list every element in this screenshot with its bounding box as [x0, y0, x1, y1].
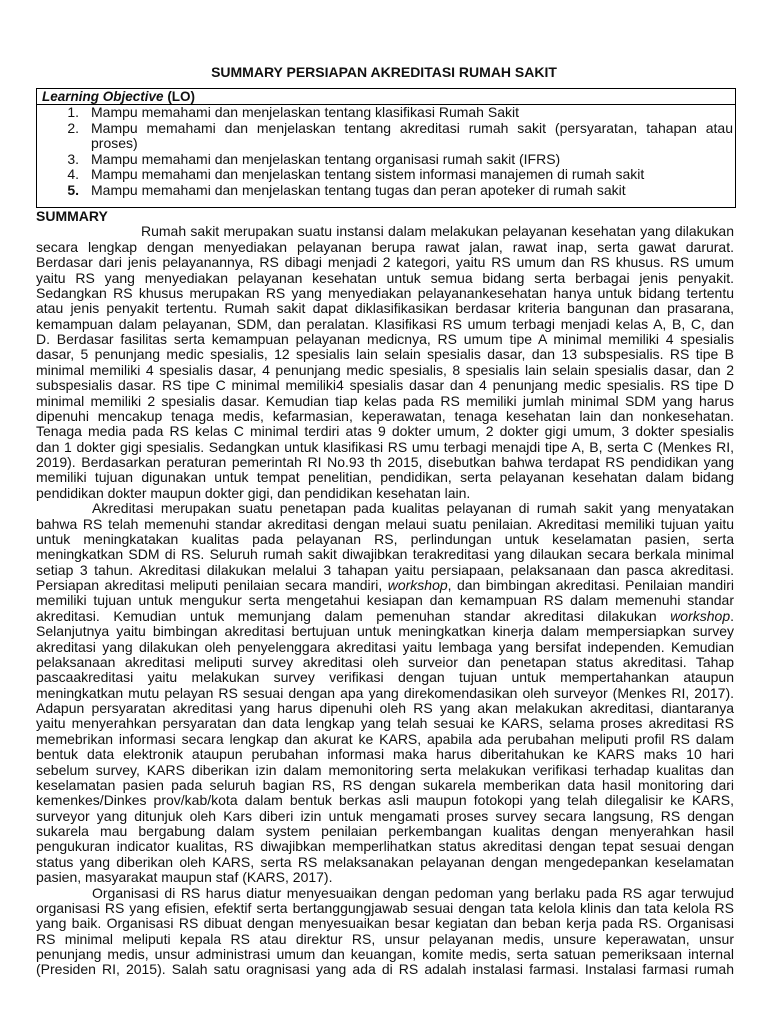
summary-line: Tenaga media pada RS kelas C minimal terdiri atas 9 dokter umum, 2 dokter gigi umum, 3 dokter spesialis	[36, 423, 734, 440]
summary-line: (Presiden RI, 2015). Salah satu oragnisasi yang ada di RS adalah instalasi farmasi. Instalasi farmasi rumah	[36, 961, 734, 978]
summary-line: keselamatan pasien pada seluruh bagian RS, RS dengan sukarela memberikan data hasil monitoring dari	[36, 776, 734, 793]
summary-line: secara lengkap dengan menyediakan pelayanan berupa rawat jalan, rawat inap, serta gawat darurat.	[36, 238, 734, 255]
summary-line: yaitu menyerahkan persyaratan dan data lengkap yang telah sesuai ke KARS, selama proses akreditasi RS	[36, 715, 734, 732]
summary-line: Selanjutnya yaitu bimbingan akreditasi bertujuan untuk meningkatkan kinerja dalam mempersiapkan survey	[36, 623, 734, 640]
learning-objective-label: Learning Objective	[42, 89, 164, 104]
list-item	[37, 167, 735, 183]
summary-line: bahwa RS telah memenuhi standar akreditasi dengan melaui suatu penilaian. Akreditasi memiliki tujuan yaitu	[36, 515, 734, 532]
summary-line: yang baik. Organisasi RS dibuat dengan menyesuaikan besar kegiatan dan beban kerja pada RS. Organisasi	[36, 915, 734, 932]
summary-line: sukarela mau bergabung dalam system penilaian perkembangan kualitas dengan menyerahkan hasil	[36, 823, 734, 839]
list-item-body	[91, 105, 733, 121]
summary-line: D. Berdasar fasilitas serta kemampuan pelayanan medicnya, RS umum tipe A minimal memiliki 4 spesialis	[36, 331, 734, 347]
list-item	[37, 152, 735, 168]
learning-objective-heading	[37, 89, 735, 105]
summary-line: Berdasar dari jenis pelayanannya, RS dibagi menjadi 2 kategori, yaitu RS umum dan RS khusus. RS umum	[36, 254, 734, 271]
summary-line: pasien, masyarakat maupun staf (KARS, 2017).	[36, 869, 333, 886]
summary-line: organisasi RS yang efisien, efektif serta bertanggungjawab sesuai dengan tata kelola klinis dan tata kelola RS	[36, 899, 734, 916]
text-run: , dan bimbingan akreditasi. Penilaian mandiri	[447, 577, 735, 593]
summary-line: dasar, 5 penunjang medic spesialis, 12 spesialis lain selain spesialis dasar, dan 13 subspesialis. RS tipe B	[36, 346, 734, 363]
list-item-body	[91, 121, 733, 152]
summary-line: atau jenis penyakit tertentu. Rumah sakit dapat diklasifikasikan berdasar kriteria bangunan dan prasarana,	[36, 300, 734, 317]
list-item-text: Mampu memahami dan menjelaskan tentang sistem informasi manajemen di rumah sakit	[91, 166, 645, 183]
italic-term: workshop	[387, 577, 448, 593]
summary-line: sebelum survey, KARS diberikan izin dalam memonitoring serta melakukan verifikasi terhadap kualitas dan	[36, 761, 734, 778]
summary-line: meningkatkan mutu pelayan RS sesuai dengan apa yang direkomendasikan oleh surveyor (Menkes RI, 2017).	[36, 684, 734, 701]
summary-line: Sedangkan RS khusus merupakan RS yang menyediakan pelayanankesehatan hanya untuk bidang tertentu	[36, 284, 734, 301]
summary-line: status yang diberikan oleh KARS, serta RS melaksanakan pelayanan dengan mengedepankan keselamatan	[36, 853, 734, 870]
text-run: akreditasi. Kemudian untuk memunjang dalam pemenuhan standar akreditasi dilakukan	[36, 607, 671, 624]
summary-line: akreditasi yang dilakukan oleh penyelenggara akreditasi yaitu lembaga yang bersifat independen. Kemudian	[36, 638, 734, 655]
summary-line: surveyor yang ditunjuk oleh Kars diberi izin untuk mengamati proses survey secara langsung, RS dengan	[36, 807, 734, 824]
list-item	[37, 121, 735, 152]
summary-line: kemenkes/Dinkes prov/kab/kota dalam bentuk berkas asli maupun fotokopi yang telah dilegalisir ke KARS,	[36, 792, 734, 809]
summary-paragraph	[36, 501, 734, 885]
summary-line: penunjang medis, unsur administrasi umum dan keuangan, komite medis, serta satuan pemeriksaan internal	[36, 946, 734, 962]
list-item-text: Mampu memahami dan menjelaskan tentang akreditasi rumah sakit (persyaratan, tahapan atau	[91, 119, 733, 136]
list-item-text: Mampu memahami dan menjelaskan tentang organisasi rumah sakit (IFRS)	[91, 150, 561, 167]
summary-line: subspesialis dasar. RS tipe C minimal memiliki4 spesialis dasar dan 4 penunjang medic spesialis. RS tipe D	[36, 377, 734, 394]
summary-heading: SUMMARY	[36, 208, 108, 224]
summary-line: pengukuran indicator kualitas, RS diwajibkan memperlihatkan status akreditasi dengan tepat sesuai dengan	[36, 838, 734, 855]
summary-line: dipenuhi mencakup tenaga medis, kefarmasian, keperawatan, tenaga kesehatan lain dan nonkesehatan.	[36, 407, 734, 424]
list-number: 5.	[67, 181, 79, 198]
list-item-text: proses)	[91, 135, 138, 152]
text-run: .	[730, 607, 734, 624]
list-item	[37, 183, 735, 199]
summary-line: RS minimal meliputi kepala RS atau direktur RS, unsur pelayanan medis, unsure keperawatan, unsur	[36, 930, 734, 947]
summary-line: 2019). Berdasarkan peraturan pemerintah RI No.93 th 2015, disebutkan bahwa terdapat RS pendidikan yang	[36, 454, 734, 470]
list-number: 1.	[67, 104, 79, 120]
list-item-body	[91, 183, 733, 199]
summary-line	[36, 609, 734, 624]
summary-line: kemampuan dalam pelayanan, SDM, dan peralatan. Klasifikasi RS umum terbagi menjadi kelas A, B, C, dan	[36, 315, 734, 332]
summary-line: Adapun persyaratan akreditasi yang harus dipenuhi oleh RS yang akan melakukan akreditasi, diantaranya	[36, 700, 734, 716]
summary-line: memiliki tujuan untuk mengukur serta mengetahui kesiapan dan kemampuan RS dalam memenuhi standar	[36, 592, 734, 609]
list-number: 3.	[67, 150, 79, 167]
summary-paragraph	[36, 886, 734, 978]
summary-line: yaitu RS yang menyediakan pelayanan kesehatan untuk semua bidang serta berbagai jenis penyakit.	[36, 269, 734, 286]
text-run: Persiapan akreditasi meliputi penilaian secara mandiri,	[36, 577, 388, 593]
list-item-text: Mampu memahami dan menjelaskan tentang klasifikasi Rumah Sakit	[91, 104, 519, 120]
summary-line: Organisasi di RS harus diatur menyesuaikan dengan pedoman yang berlaku pada RS agar terwujud	[92, 884, 734, 901]
summary-section	[36, 209, 734, 978]
summary-line: minimal memiliki 2 spesialis dasar. Kemudian tiap kelas pada RS memiliki jumlah minimal SDM yang harus	[36, 392, 734, 409]
list-number: 4.	[67, 166, 79, 183]
list-item-body	[91, 167, 733, 183]
summary-line: meningkatkan SDM di RS. Seluruh rumah sakit diwajibkan terakreditasi yang dilaukan secara berkala minimal	[36, 546, 734, 563]
summary-line: memiliki tujuan digunakan untuk tempat penelitian, pendidikan, serta pelayanan kesehatan dalam bidang	[36, 469, 734, 486]
summary-line: untuk meningkatakan kualitas pada pelayanan RS, perlindungan untuk keselamatan pasien, serta	[36, 530, 734, 547]
learning-objective-list	[37, 105, 735, 199]
summary-line: bentuk data elektronik ataupun perubahan informasi maka harus diberitahukan ke KARS maks 10 hari	[36, 746, 734, 763]
summary-line: pascaakreditasi yaitu melakukan survey verifikasi dengan tujuan untuk mempertahankan ataupun	[36, 669, 734, 686]
summary-line	[36, 578, 734, 593]
summary-paragraph	[36, 224, 734, 501]
summary-line: dan 1 dokter gigi spesialis. Sedangkan untuk klasifikasi RS umu terbagi menajdi tipe A, B, serta C (Menkes RI,	[36, 438, 734, 455]
document-title: SUMMARY PERSIAPAN AKREDITASI RUMAH SAKIT	[211, 64, 557, 80]
summary-line: minimal memiliki 4 spesialis dasar, 4 penunjang medic spesialis, 8 spesialis lain selain spesialis dasar, dan 2	[36, 361, 734, 378]
summary-line: Akreditasi merupakan suatu penetapan pada kualitas pelayanan di rumah sakit yang menyatakan	[92, 500, 734, 517]
list-item-text: Mampu memahami dan menjelaskan tentang tugas dan peran apoteker di rumah sakit	[91, 181, 626, 198]
list-number: 2.	[67, 119, 79, 136]
summary-line: pelaksanaan akreditasi meliputi survey akreditasi oleh surveior dan penetapan status akreditasi. Tahap	[36, 653, 734, 670]
learning-objective-abbrev: (LO)	[167, 89, 196, 104]
list-item	[37, 105, 735, 121]
summary-line: pendidikan dokter maupun dokter gigi, dan pendidikan kesehatan lain.	[36, 484, 471, 501]
summary-line: Rumah sakit merupakan suatu instansi dalam melakukan pelayanan kesehatan yang dilakukan	[141, 223, 734, 240]
italic-term: workshop	[670, 607, 731, 624]
summary-line: setiap 3 tahun. Akreditasi dilakukan melalui 3 tahapan yaitu persiapaan, pelaksanaan dan pasca akreditasi.	[36, 561, 734, 578]
learning-objective-box	[36, 88, 736, 208]
list-item-body	[91, 152, 733, 168]
summary-line: memebrikan informasi secara lengkap dan akurat ke KARS, apabila ada perubahan meliputi profil RS dalam	[36, 730, 734, 747]
